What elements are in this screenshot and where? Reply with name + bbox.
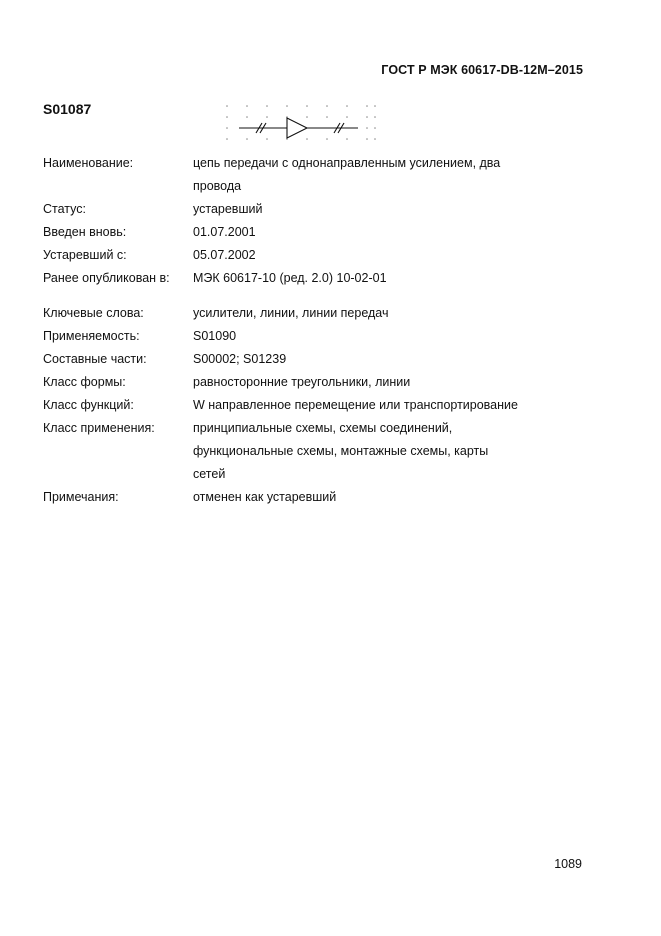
field-label: Ключевые слова:: [43, 306, 144, 320]
field-value: S01090: [193, 329, 237, 343]
field-status: [43, 198, 603, 221]
field-value: [193, 417, 548, 486]
symbol-attributes: [43, 152, 603, 509]
field-obsolete-since: [43, 244, 603, 267]
field-label: Наименование:: [43, 156, 134, 170]
field-value: [193, 152, 548, 198]
field-label: Ранее опубликован в:: [43, 271, 170, 285]
field-value-line: принципиальные схемы, схемы соединений,: [193, 421, 453, 435]
amplifier-transmission-path-icon: [222, 101, 382, 145]
section-gap: [43, 290, 603, 302]
field-value: S00002; S01239: [193, 352, 287, 366]
field-name: [43, 152, 603, 198]
field-applicability: [43, 325, 603, 348]
field-label: Примечания:: [43, 490, 119, 504]
field-label: Класс применения:: [43, 421, 155, 435]
field-label: Применяемость:: [43, 329, 140, 343]
field-value: отменен как устаревший: [193, 490, 337, 504]
field-value: усилители, линии, линии передач: [193, 306, 389, 320]
page-number: 1089: [554, 857, 582, 871]
field-label: Класс формы:: [43, 375, 126, 389]
field-application-class: [43, 417, 603, 486]
field-value-line: провода: [193, 179, 242, 193]
field-previously-published: [43, 267, 603, 290]
field-value-line: функциональные схемы, монтажные схемы, карты: [193, 444, 489, 458]
field-label: Статус:: [43, 202, 86, 216]
field-value: 01.07.2001: [193, 225, 256, 239]
field-keywords: [43, 302, 603, 325]
symbol-code: S01087: [43, 101, 92, 117]
field-introduced: [43, 221, 603, 244]
field-value-line: сетей: [193, 467, 226, 481]
field-components: [43, 348, 603, 371]
field-value-line: цепь передачи с однонаправленным усилением, два: [193, 156, 501, 170]
field-value: равносторонние треугольники, линии: [193, 375, 411, 389]
field-value: 05.07.2002: [193, 248, 256, 262]
field-label: Составные части:: [43, 352, 147, 366]
field-value: устаревший: [193, 202, 263, 216]
field-label: Класс функций:: [43, 398, 134, 412]
field-function-class: [43, 394, 603, 417]
document-standard-header: ГОСТ Р МЭК 60617-DB-12M–2015: [381, 63, 583, 77]
field-shape-class: [43, 371, 603, 394]
field-label: Введен вновь:: [43, 225, 127, 239]
field-notes: [43, 486, 603, 509]
field-value: МЭК 60617-10 (ред. 2.0) 10-02-01: [193, 271, 387, 285]
field-label: Устаревший с:: [43, 248, 127, 262]
field-value: W направленное перемещение или транспортирование: [193, 398, 518, 412]
